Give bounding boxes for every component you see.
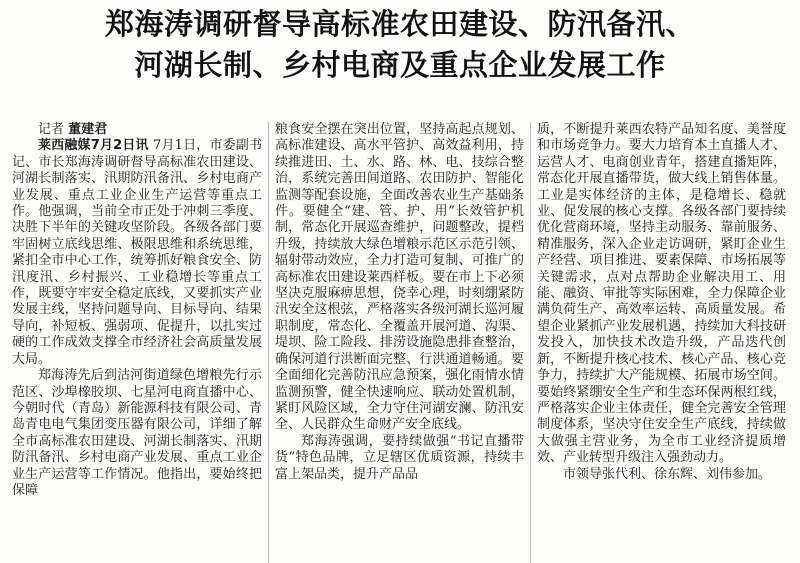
paragraph-2: 郑海涛先后到沽河街道绿色增粮先行示范区、沙埠橡胶坝、七星河电商直播中心、今朝时代（青岛）新能源科技有限公司、青岛青电电气集团变压器有限公司，详细了解全市高标准农田建设、河湖长制落实、汛期防汛备汛、乡村电商产业发展、重点工业企业生产运营等工作情况。他指出，要始终把保障 [12, 368, 262, 498]
paragraph-1 [12, 138, 262, 368]
article-body [6, 122, 794, 563]
column-3 [530, 122, 792, 563]
article-headline [0, 4, 800, 86]
column-1 [6, 122, 268, 563]
reporter-name: 董建君 [68, 122, 108, 137]
reporter-label: 记者 [38, 122, 65, 137]
paragraph-2-continued: 粮食安全摆在突出位置，坚持高起点规划、高标准建设、高水平管护、高效益利用，持续推进田、土、水、路、林、电、技综合整治，系统完善田间道路、农田防护、智能化监测等配套设施，全面改善农业生产基础条件。要健全“建、管、护、用”长效管护机制，常态化开展巡查维护，问题整改，提档升级，持续放大绿色增粮示范区示范引领、辐射带动效应，全力打造可复制、可推广的高标准农田建设莱西样板。要在市上下必须坚决克服麻痹思想，侥幸心理，时刻绷紧防汛安全这根弦，严格落实各级河湖长巡河履职制度，常态化、全覆盖开展河道、沟渠、堤坝、险工险段、排涝设施隐患排查整治，确保河道行洪断面完整、行洪通道畅通。要全面细化完善防汛应急预案，强化雨情水情监测预警，健全快速响应、联动处置机制，紧盯风险区域，全力守住河湖安澜、防汛安全、人民群众生命财产安全底线。 [275, 122, 524, 433]
byline [12, 122, 262, 138]
headline-line-2: 河湖长制、乡村电商及重点企业发展工作 [134, 48, 666, 82]
paragraph-3: 郑海涛强调，要持续做强“书记直播带货”特色品牌，立足辖区优质资源，持续丰富上架品类，提升产品品 [275, 433, 524, 482]
column-2 [268, 122, 530, 563]
paragraph-3-continued: 质，不断提升莱西农特产品知名度、美誉度和市场竞争力。要大力培育本土直播人才、运营人才、电商创业青年，搭建直播矩阵，常态化开展直播带货，做大线上销售体量。工业是实体经济的主体，是稳增长、稳就业、促发展的核心支撑。各级各部门要持续优化营商环境，坚持主动服务、靠前服务、精准服务，深入企业走访调研，紧盯企业生产经营、项目推进、要素保障、市场拓展等关键需求，点对点帮助企业解决用工、用能、融资、审批等实际困难，全力保障企业满负荷生产、高效率运转、高质量发展。希望企业紧抓产业发展机遇，持续加大科技研发投入，加快技术改造升级，产品迭代创新，不断提升核心技术、核心产品、核心竞争力，持续扩大产能规模、拓展市场空间。要始终紧绷安全生产和生态环保两根红线，严格落实企业主体责任，健全完善安全管理制度体系，坚决守住安全生产底线，持续做大做强主营业务，为全市工业经济提质增效、产业转型升级注入强劲动力。 [537, 122, 786, 466]
headline-line-1: 郑海涛调研督导高标准农田建设、防汛备汛、 [104, 7, 695, 41]
paragraph-1-text: 7月1日，市委副书记、市长郑海涛调研督导高标准农田建设、河湖长制落实、汛期防汛备汛、乡村电商产业发展、重点工业企业生产运营等重点工作。他强调，当前全市正处于冲刺三季度、决胜下半年的关键攻坚阶段。各级各部门要牢固树立底线思维、极限思维和系统思维，紧扣全市中心工作，统筹抓好粮食安全、防汛度汛、乡村振兴、工业稳增长等重点工作，既要守牢安全稳定底线，又要抓实产业发展主线，坚持问题导向、目标导向、结果导向，补短板、强弱项、促提升，以扎实过硬的工作成效支撑全市经济社会高质量发展大局。 [12, 138, 262, 367]
dateline: 莱西融媒7月2日讯 [38, 138, 149, 154]
paragraph-4: 市领导张代利、徐东辉、刘伟参加。 [563, 466, 772, 482]
